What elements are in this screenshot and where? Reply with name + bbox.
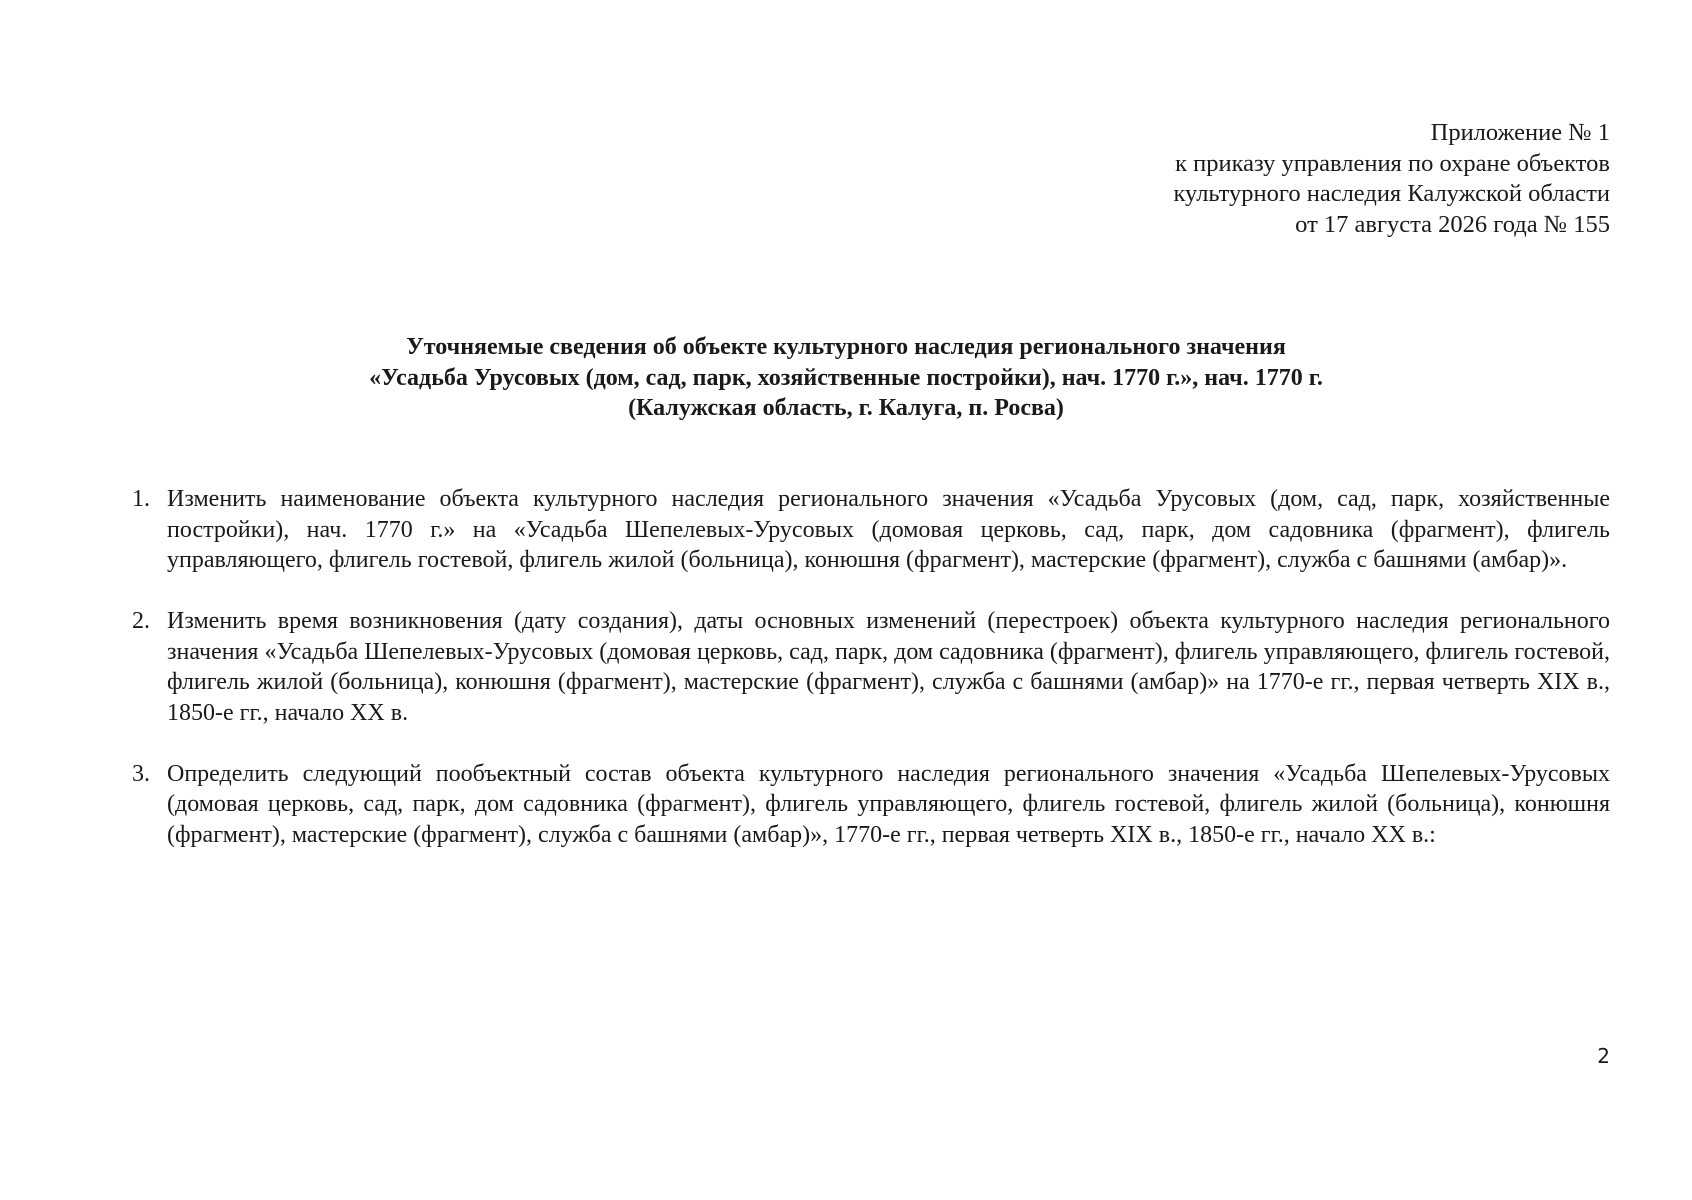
title-line-3: (Калужская область, г. Калуга, п. Росва) xyxy=(628,395,1064,421)
title-line-2: «Усадьба Урусовых (дом, сад, парк, хозяйственные постройки), нач. 1770 г.», нач. 1770 г. xyxy=(369,364,1323,391)
list-item xyxy=(132,606,1610,728)
list-item xyxy=(132,484,1610,576)
list-item-text: Изменить время возникновения (дату создания), даты основных изменений (перестроек) объекта культурного наследия регионального значения «Усадьба Шепелевых-Урусовых (домовая церковь, сад, парк, дом садовника (фрагмент), флигель управляющего, флигель гостевой, флигель жилой (больница), конюшня (фрагмент), мастерские (фрагмент), служба с башнями (амбар)» на 1770-е гг., первая четверть XIX в., 1850-е гг., начало XX в. xyxy=(167,608,1610,726)
list-item-text: Изменить наименование объекта культурного наследия регионального значения «Усадьба Урусовых (дом, сад, парк, хозяйственные постройки), нач. 1770 г.» на «Усадьба Шепелевых-Урусовых (домовая церковь, сад, парк, дом садовника (фрагмент), флигель управляющего, флигель гостевой, флигель жилой (больница), конюшня (фрагмент), мастерские (фрагмент), служба с башнями (амбар)». xyxy=(167,486,1610,573)
appendix-title: Приложение № 1 xyxy=(1430,119,1610,146)
appendix-order-ref: к приказу управления по охране объектов xyxy=(1175,149,1610,177)
list-item-number: 2. xyxy=(132,608,150,634)
list-item-number: 3. xyxy=(132,760,150,787)
appendix-authority: культурного наследия Калужской области xyxy=(1173,180,1610,207)
appendix-date-number: от 17 августа 2026 года № 155 xyxy=(1295,210,1610,238)
list-item-number: 1. xyxy=(132,486,150,512)
appendix-header xyxy=(910,118,1610,240)
list-item xyxy=(132,759,1610,851)
page-number: 2 xyxy=(1597,1044,1610,1068)
list-item-text: Определить следующий пообъектный состав объекта культурного наследия регионального значения «Усадьба Шепелевых-Урусовых (домовая церковь, сад, парк, дом садовника (фрагмент), флигель управляющего, флигель гостевой, флигель жилой (больница), конюшня (фрагмент), мастерские (фрагмент), служба с башнями (амбар)», 1770-е гг., первая четверть XIX в., 1850-е гг., начало XX в.: xyxy=(167,760,1610,848)
document-title xyxy=(0,332,1692,424)
numbered-list xyxy=(132,484,1610,881)
title-line-1: Уточняемые сведения об объекте культурного наследия регионального значения xyxy=(406,334,1286,360)
